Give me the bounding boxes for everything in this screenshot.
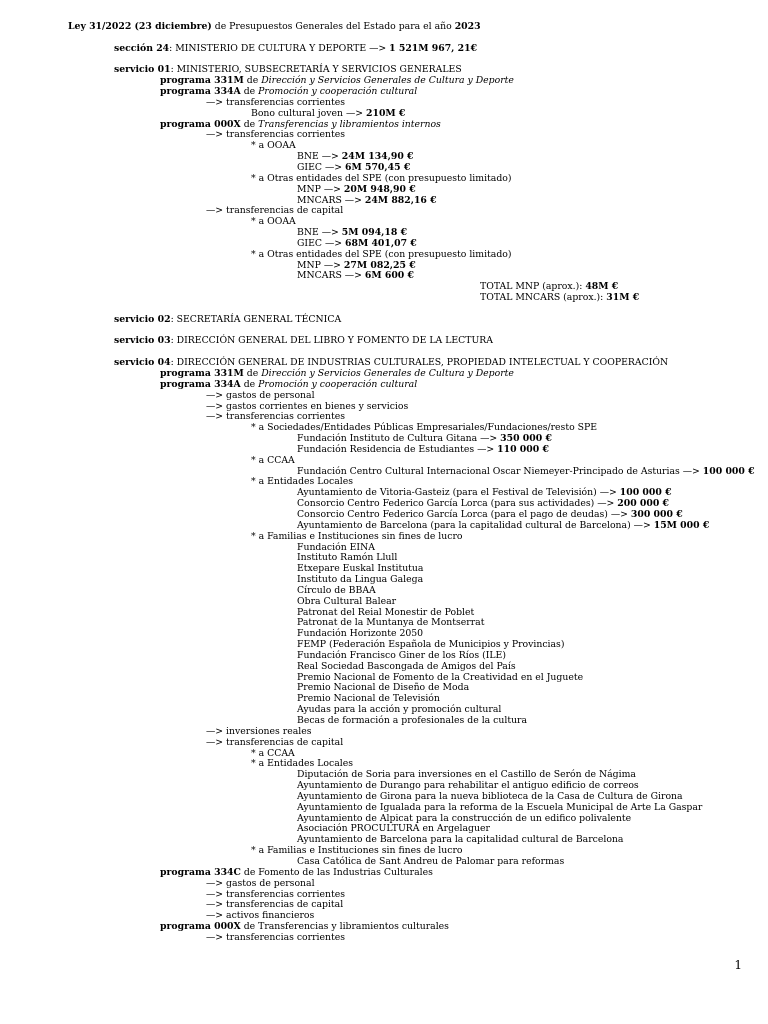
budget-item: Ayuntamiento de Barcelona (para la capitalidad cultural de Barcelona) —> 15M 000 € <box>297 519 710 531</box>
budget-chapter: —> transferencias de capital <box>206 899 344 911</box>
list-item: Real Sociedad Bascongada de Amigos del País <box>297 660 516 672</box>
recipient-group: * a OOAA <box>251 140 296 152</box>
list-item: Ayuntamiento de Girona para la nueva biblioteca de la Casa de Cultura de Girona <box>297 790 683 802</box>
list-item: Patronat de la Muntanya de Montserrat <box>297 617 485 629</box>
list-item: Diputación de Soria para inversiones en el Castillo de Serón de Nágima <box>297 769 636 781</box>
budget-chapter: —> gastos de personal <box>206 877 315 889</box>
budget-item: Fundación Centro Cultural Internacional Oscar Niemeyer-Principado de Asturias —> 100 000 € <box>297 465 755 477</box>
list-item: Becas de formación a profesionales de la cultura <box>297 715 528 726</box>
budget-item: GIEC —> 68M 401,07 € <box>297 237 417 249</box>
list-item: Patronat del Reial Monestir de Poblet <box>297 606 475 618</box>
servicio-01-heading: servicio 01: MINISTERIO, SUBSECRETARÍA Y SERVICIOS GENERALES <box>114 64 462 76</box>
page-number: 1 <box>734 958 742 972</box>
budget-item: BNE —> 24M 134,90 € <box>297 151 414 163</box>
budget-item: Fundación Residencia de Estudiantes —> 110 000 € <box>297 443 549 455</box>
programa-line: programa 331M de Dirección y Servicios Generales de Cultura y Deporte <box>160 75 514 87</box>
recipient-group: * a OOAA <box>251 216 296 228</box>
budget-chapter: —> transferencias corrientes <box>206 888 346 900</box>
recipient-group: * a Otras entidades del SPE (con presupuesto limitado) <box>251 172 512 184</box>
total-mnp: TOTAL MNP (aprox.): 48M € <box>480 281 619 293</box>
budget-chapter: —> transferencias de capital <box>206 205 344 217</box>
list-item: Instituto da Lingua Galega <box>297 574 424 586</box>
list-item: Fundación EINA <box>297 541 375 553</box>
programa-line: programa 000X de Transferencias y libramientos culturales <box>160 921 449 933</box>
programa-line: programa 334C de Fomento de las Industrias Culturales <box>160 866 433 878</box>
servicio-02-heading: servicio 02: SECRETARÍA GENERAL TÉCNICA <box>114 313 342 325</box>
total-mncars: TOTAL MNCARS (aprox.): 31M € <box>480 292 640 304</box>
budget-item: MNP —> 20M 948,90 € <box>297 183 416 195</box>
budget-chapter: —> gastos de personal <box>206 389 315 401</box>
budget-item: Ayuntamiento de Vitoria-Gasteiz (para el Festival de Televisión) —> 100 000 € <box>297 487 672 499</box>
list-item: Casa Católica de Sant Andreu de Palomar para reformas <box>297 855 565 867</box>
servicio-03-heading: servicio 03: DIRECCIÓN GENERAL DEL LIBRO Y FOMENTO DE LA LECTURA <box>114 335 494 347</box>
budget-item: MNCARS —> 6M 600 € <box>297 270 414 282</box>
list-item: Ayuntamiento de Alpicat para la construcción de un edifico polivalente <box>297 812 632 824</box>
list-item: Fundación Horizonte 2050 <box>297 628 424 640</box>
budget-chapter: —> inversiones reales <box>206 725 312 737</box>
budget-chapter: —> transferencias corrientes <box>206 129 346 141</box>
document-body <box>0 22 768 944</box>
budget-chapter: —> transferencias de capital <box>206 736 344 748</box>
list-item: Fundación Francisco Giner de los Ríos (ILE) <box>297 649 506 661</box>
programa-line: programa 334A de Promoción y cooperación cultural <box>160 378 418 390</box>
recipient-group: * a Familias e Instituciones sin fines de lucro <box>251 845 463 857</box>
seccion-heading: sección 24: MINISTERIO DE CULTURA Y DEPORTE —> 1 521M 967, 21€ <box>114 42 478 54</box>
list-item: Ayudas para la acción y promoción cultural <box>297 704 502 716</box>
budget-item: Fundación Instituto de Cultura Gitana —> 350 000 € <box>297 433 552 445</box>
budget-item: BNE —> 5M 094,18 € <box>297 227 408 239</box>
recipient-group: * a Familias e Instituciones sin fines de lucro <box>251 530 463 542</box>
budget-chapter: —> activos financieros <box>206 910 315 922</box>
budget-item: Bono cultural joven —> 210M € <box>251 107 406 119</box>
list-item: Ayuntamiento de Durango para rehabilitar el antiguo edificio de correos <box>297 780 639 792</box>
recipient-group: * a CCAA <box>251 747 295 759</box>
budget-item: Consorcio Centro Federico García Lorca (para sus actividades) —> 200 000 € <box>297 498 670 510</box>
recipient-group: * a Otras entidades del SPE (con presupuesto limitado) <box>251 248 512 260</box>
budget-chapter: —> transferencias corrientes <box>206 931 346 943</box>
recipient-group: * a CCAA <box>251 454 295 466</box>
list-item: Premio Nacional de Televisión <box>297 693 440 705</box>
list-item: Etxepare Euskal Institutua <box>297 563 424 575</box>
list-item: Ayuntamiento de Igualada para la reforma de la Escuela Municipal de Arte La Gaspar <box>297 801 703 813</box>
programa-line: programa 000X de Transferencias y libramientos internos <box>160 118 441 130</box>
budget-chapter: —> gastos corrientes en bienes y servicios <box>206 400 409 412</box>
recipient-group: * a Entidades Locales <box>251 476 354 488</box>
programa-line: programa 331M de Dirección y Servicios Generales de Cultura y Deporte <box>160 368 514 379</box>
list-item: Premio Nacional de Fomento de la Creatividad en el Juguete <box>297 671 584 683</box>
list-item: Instituto Ramón Llull <box>297 552 398 564</box>
list-item: Obra Cultural Balear <box>297 595 397 607</box>
list-item: Premio Nacional de Diseño de Moda <box>297 682 470 694</box>
budget-item: MNP —> 27M 082,25 € <box>297 259 416 271</box>
programa-line: programa 334A de Promoción y cooperación cultural <box>160 86 418 98</box>
list-item: FEMP (Federación Española de Municipios y Provincias) <box>297 639 565 651</box>
budget-item: MNCARS —> 24M 882,16 € <box>297 194 437 206</box>
servicio-04-heading: servicio 04: DIRECCIÓN GENERAL DE INDUSTRIAS CULTURALES, PROPIEDAD INTELECTUAL Y COOPERACIÓN <box>114 357 669 369</box>
document-title: Ley 31/2022 (23 diciembre) de Presupuestos Generales del Estado para el año 2023 <box>68 21 481 32</box>
list-item: Asociación PROCULTURA en Argelaguer <box>297 823 490 835</box>
list-item: Ayuntamiento de Barcelona para la capitalidad cultural de Barcelona <box>297 834 624 846</box>
budget-chapter: —> transferencias corrientes <box>206 411 346 423</box>
recipient-group: * a Entidades Locales <box>251 758 354 770</box>
budget-chapter: —> transferencias corrientes <box>206 96 346 108</box>
list-item: Círculo de BBAA <box>297 584 376 596</box>
budget-item: Consorcio Centro Federico García Lorca (para el pago de deudas) —> 300 000 € <box>297 508 683 520</box>
budget-item: GIEC —> 6M 570,45 € <box>297 161 411 173</box>
recipient-group: * a Sociedades/Entidades Públicas Empresariales/Fundaciones/resto SPE <box>251 422 598 434</box>
